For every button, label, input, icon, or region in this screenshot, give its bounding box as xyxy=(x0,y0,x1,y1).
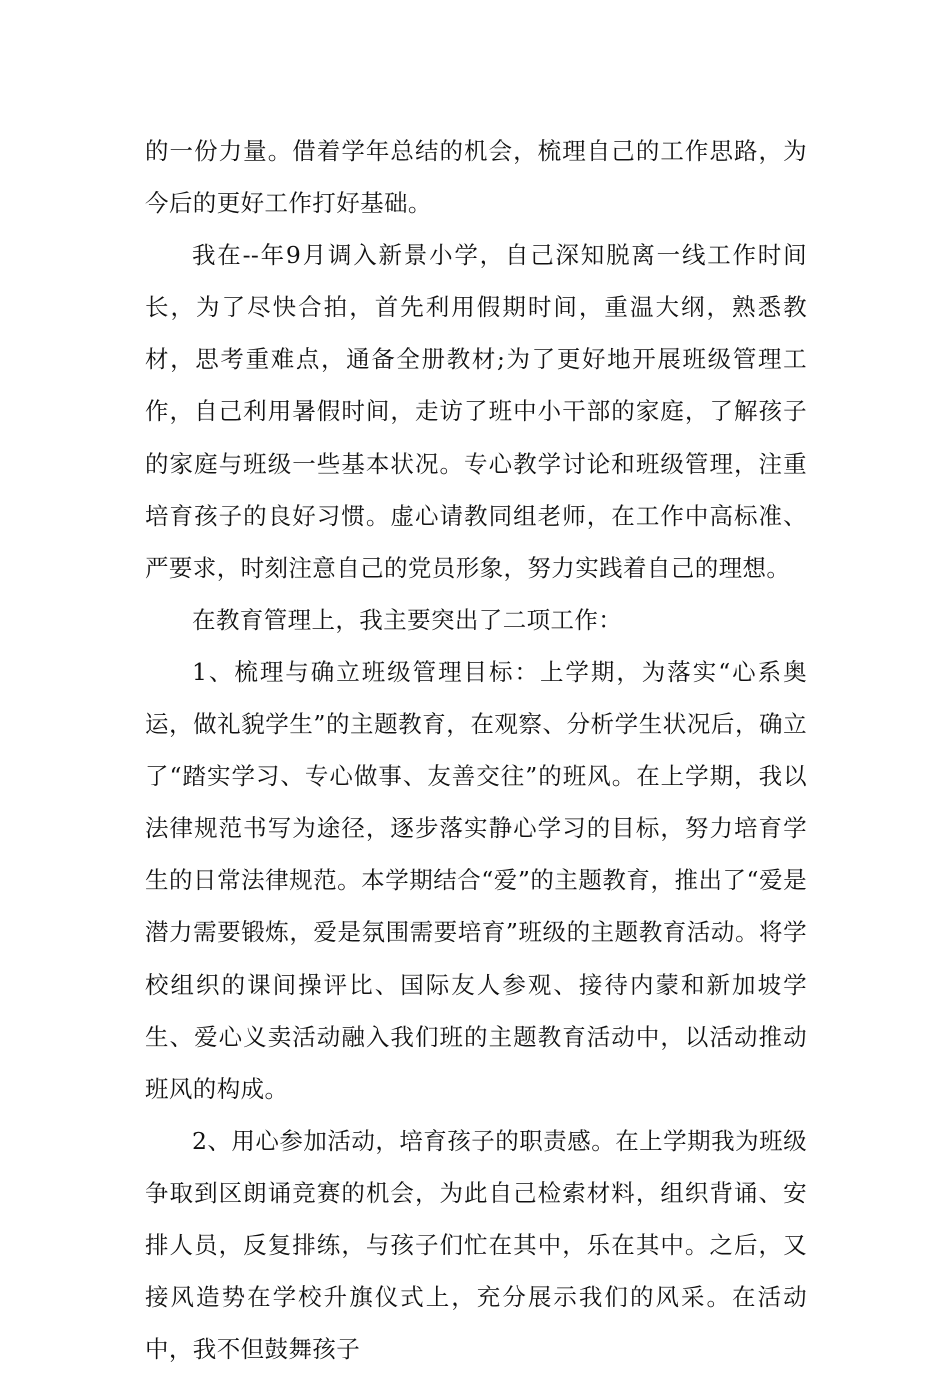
paragraph-management-intro: 在教育管理上，我主要突出了二项工作： xyxy=(192,605,623,634)
paragraph-continuation: 的一份力量。借着学年总结的机会，梳理自己的工作思路，为今后的更好工作打好基础。 xyxy=(145,137,807,218)
document-body xyxy=(145,125,807,1375)
paragraph-item-1-goals: 1、梳理与确立班级管理目标：上学期，为落实“心系奥运，做礼貌学生”的主题教育，在观察、分析学生状况后，确立了“踏实学习、专心做事、友善交往”的班风。在上学期，我以法律规范书写为途径，逐步落实静心学习的目标，努力培育学生的日常法律规范。本学期结合“爱”的主题教育，推出了“爱是潜力需要锻炼，爱是氛围需要培育”班级的主题教育活动。将学校组织的课间操评比、国际友人参观、接待内蒙和新加坡学生、爱心义卖活动融入我们班的主题教育活动中，以活动推动班风的构成。 xyxy=(145,657,807,1103)
paragraph-transfer-to-school: 我在--年9月调入新景小学，自己深知脱离一线工作时间长，为了尽快合拍，首先利用假期时间，重温大纲，熟悉教材，思考重难点，通备全册教材;为了更好地开展班级管理工作，自己利用暑假时间，走访了班中小干部的家庭，了解孩子的家庭与班级一些基本状况。专心教学讨论和班级管理，注重培育孩子的良好习惯。虚心请教同组老师，在工作中高标准、严要求，时刻注意自己的党员形象，努力实践着自己的理想。 xyxy=(145,241,807,582)
paragraph-item-2-activities: 2、用心参加活动，培育孩子的职责感。在上学期我为班级争取到区朗诵竞赛的机会，为此自己检索材料，组织背诵、安排人员，反复排练，与孩子们忙在其中，乐在其中。之后，又接风造势在学校升旗仪式上，充分展示我们的风采。在活动中，我不但鼓舞孩子 xyxy=(145,1126,807,1364)
